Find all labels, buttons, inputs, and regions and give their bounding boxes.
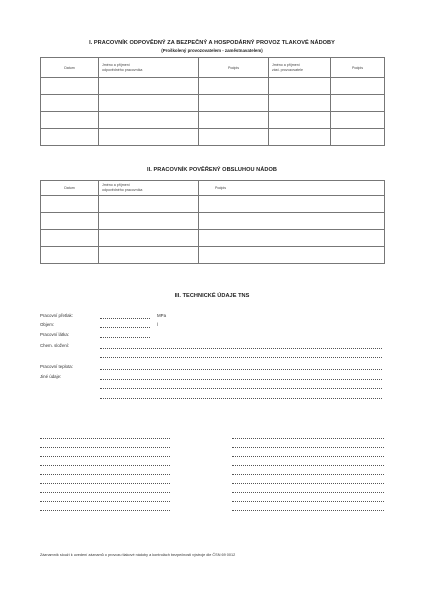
column-header: [99, 58, 199, 78]
section1-title: I. PRACOVNÍK ODPOVĚDNÝ ZA BEZPEČNÝ A HOSPODÁRNÝ PROVOZ TLAKOVÉ NÁDOBY: [89, 40, 335, 46]
table-row[interactable]: [41, 230, 385, 247]
footer-note: Záznamník slouží k uvedení záznamů o provozu tlakové nádoby a kontrolách bezpečnosti výstroje dle ČSN 69 0012: [40, 553, 236, 557]
fill-line[interactable]: [100, 369, 382, 370]
table-row[interactable]: [41, 78, 385, 95]
note-line[interactable]: [40, 501, 170, 502]
field-volume[interactable]: [40, 322, 384, 329]
table-row[interactable]: [41, 213, 385, 230]
field-unit: MPa: [157, 313, 167, 318]
column-header: [269, 58, 331, 78]
fill-line[interactable]: [100, 357, 382, 358]
note-line[interactable]: [232, 465, 384, 466]
responsible-worker-table: [40, 57, 385, 146]
note-line[interactable]: [40, 438, 170, 439]
note-line[interactable]: [40, 465, 170, 466]
column-header: Podpis: [199, 58, 269, 78]
column-header: Datum: [41, 181, 99, 196]
table-row[interactable]: [41, 247, 385, 264]
fill-line[interactable]: [100, 318, 150, 319]
field-label: Chem. složení:: [40, 343, 70, 348]
field-unit: l: [157, 322, 158, 327]
operator-table: [40, 180, 385, 264]
field-label: Pracovní látka:: [40, 332, 70, 337]
fill-line[interactable]: [100, 337, 150, 338]
column-header: Podpis: [331, 58, 385, 78]
header-text: Jméno a příjmení odpovědného pracovníka: [102, 62, 143, 72]
fill-line[interactable]: [100, 388, 382, 389]
field-label: Jiné údaje:: [40, 374, 62, 379]
header-text: Jméno a příjmení odpovědného pracovníka: [102, 183, 143, 192]
fill-line[interactable]: [100, 327, 150, 328]
section2-title: II. PRACOVNÍK POVĚŘENÝ OBSLUHOU NÁDOB: [147, 167, 277, 173]
note-line[interactable]: [232, 501, 384, 502]
section3-title: III. TECHNICKÉ ÚDAJE TNS: [174, 293, 250, 299]
field-substance[interactable]: [40, 332, 384, 339]
note-line[interactable]: [232, 483, 384, 484]
field-other[interactable]: [40, 374, 384, 381]
section1-subtitle: (Proškolený provozovatelem - zaměstnavatelem): [161, 48, 263, 53]
table-row[interactable]: [41, 196, 385, 213]
table-row[interactable]: [41, 129, 385, 146]
column-header: Podpis: [199, 181, 385, 196]
note-line[interactable]: [40, 456, 170, 457]
fill-line[interactable]: [100, 348, 382, 349]
fill-line[interactable]: [100, 398, 382, 399]
field-label: Objem:: [40, 322, 55, 327]
note-line[interactable]: [232, 474, 384, 475]
header-text: Jméno a příjmení zást. provozovatele: [272, 62, 303, 72]
field-composition[interactable]: [40, 343, 384, 350]
column-header: Datum: [41, 58, 99, 78]
note-line[interactable]: [232, 447, 384, 448]
field-label: Pracovní teplota:: [40, 364, 73, 369]
column-header: [99, 181, 199, 196]
table-row[interactable]: [41, 95, 385, 112]
field-pressure[interactable]: [40, 313, 384, 320]
note-line[interactable]: [40, 474, 170, 475]
field-label: Pracovní přetlak:: [40, 313, 73, 318]
note-line[interactable]: [232, 492, 384, 493]
table-row[interactable]: [41, 112, 385, 129]
note-line[interactable]: [232, 456, 384, 457]
fill-line[interactable]: [100, 379, 382, 380]
note-line[interactable]: [40, 510, 170, 511]
field-temperature[interactable]: [40, 364, 384, 371]
note-line[interactable]: [40, 483, 170, 484]
note-line[interactable]: [232, 510, 384, 511]
note-line[interactable]: [40, 447, 170, 448]
note-line[interactable]: [232, 438, 384, 439]
note-line[interactable]: [40, 492, 170, 493]
